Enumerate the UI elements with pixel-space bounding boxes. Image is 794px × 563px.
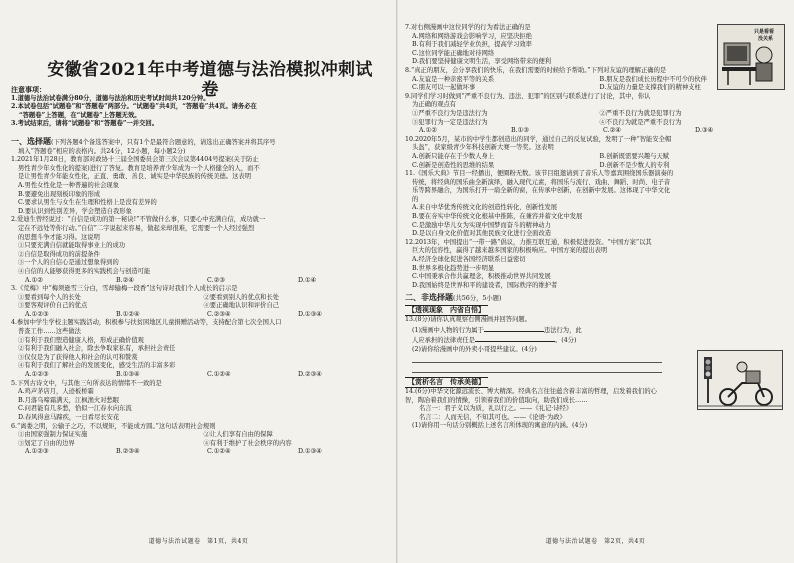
page-right (397, 0, 794, 563)
answer-option[interactable]: ②有利于我们融入社会，除去争取家私有，承担社会责任 (18, 345, 176, 353)
question (405, 170, 787, 239)
section1-intro: 填入“答题卷”相应的表格内。共24分，12小题，每小题2分) (18, 147, 186, 155)
q14-quote: 名言二：人而无信，不知其可也。——《论语·为政》 (419, 413, 566, 421)
answer-choice[interactable]: B.②④ (116, 276, 134, 284)
answer-choice[interactable]: A.①②③ (25, 310, 49, 318)
question (11, 285, 389, 319)
question-stem: 10.2020年5月，某市的中学生都创造出的同学，通过自己的反复试验，发明了一种“智能安全帽 (405, 135, 672, 143)
answer-line[interactable] (412, 354, 662, 363)
q13-part1 (412, 325, 662, 336)
answer-option[interactable]: A.鸡声茅店月，人迹板桥霜 (18, 388, 94, 396)
answer-option[interactable]: ①要看到每个人的长处 (18, 293, 81, 301)
answer-choice[interactable]: D.①③④ (298, 448, 322, 456)
q14-part1: (1)请你用一句话分别概括上述名言所体现的寓意的内涵。(4分) (412, 422, 588, 430)
q14-box-heading: 【赏析名言 传承美德】 (405, 377, 488, 388)
question (405, 239, 787, 291)
question-stem: 为正确的观点有 (412, 101, 457, 109)
answer-option[interactable]: C.要求认男生与女生在生理和性格上是没有差异的 (18, 199, 157, 207)
q13-box-heading: 【透视现象 内省自悟】 (405, 305, 488, 316)
answer-option[interactable]: B.要避免出现刻板印象的形成 (18, 190, 101, 198)
question-stem: 头盔”，获家级青少年科技创新大赛一等奖。这表明 (412, 144, 554, 152)
section1-intro: (下列各题4个备选答案中，只有1个是最符合题意的，请选出正确答案并将其序号 (51, 139, 276, 146)
answer-option[interactable]: B.创新既需要兴趣与天赋 (599, 152, 670, 160)
q13-part2: (2)请你给漫画中的外卖小哥提些建议。(4分) (412, 345, 537, 353)
question-stem: 巨大的包容性，赢得了越来越多国家的积极响应。中国方案的提出表明 (412, 247, 608, 255)
answer-choice[interactable]: B.②③④ (116, 448, 140, 456)
answer-choice[interactable]: D.①④ (298, 276, 317, 284)
question-stem: 的 (412, 195, 419, 203)
answer-option[interactable]: ②让人们享有自由的保障 (203, 431, 273, 439)
notice-item: 1.道德与法治试卷满分80分，道德与法治和历史考试时间共120分钟。 (11, 94, 210, 102)
answer-option[interactable]: B.要在夯实中华传统文化根基中推陈，在兼容并蓄文化中发展 (412, 213, 583, 221)
question-stem: 3.《荒梅》中“梅须逊雪三分白，雪却输梅一段香”这句诗对我们个人成长的启示是 (11, 285, 238, 293)
q14-line: 智，陶冶着我们的情操，引领着我们的价值取向，助我们成长…… (405, 396, 588, 404)
exam-title: 安徽省2021年中考道德与法治模拟冲刺试卷 (47, 60, 373, 100)
answer-choice[interactable]: B.①③ (511, 127, 529, 135)
answer-option[interactable]: ③犯罪行为一定是违法行为 (412, 118, 488, 126)
section2-sub: (共56分，5小题) (453, 295, 502, 303)
answer-option[interactable]: C.中国秉承合作共赢理念，积极推动世界共同发展 (412, 273, 551, 281)
question-stem: 5.下列古诗文中，与其他三句所表达的情绪不一致的是 (11, 379, 162, 387)
question (11, 156, 389, 216)
question-stem: 乐等跨界融合，为国乐打开一扇全新的窗，在传承中创新，在创新中发展。这体现了中华文化 (412, 187, 671, 195)
cartoon-q13-drawing (698, 351, 782, 409)
answer-choice[interactable]: D.③④ (695, 127, 714, 135)
section2-title: 二、非选择题 (405, 292, 453, 303)
footer-left: 道德与法治试题卷 第1页，共4页 (148, 538, 249, 545)
q13-stem: 13.(8分)请你认真观察右侧漫画并回答问题。 (405, 316, 531, 323)
notice-item: 3.考试结束后，请将“试题卷”和“答题卷”一并交回。 (11, 120, 158, 128)
answer-choice[interactable]: A.①②③ (25, 371, 49, 379)
answer-option[interactable]: C.朋友可以一起做坏事 (412, 84, 476, 92)
answer-option-row (18, 302, 389, 311)
notice-heading: 注意事项： (11, 85, 46, 94)
answer-option[interactable]: B.朋友是我们成长历程中不可少的伙伴 (599, 75, 707, 83)
question (11, 216, 389, 285)
answer-choice[interactable]: A.①② (25, 276, 43, 284)
answer-choice[interactable]: A.①②③ (25, 448, 49, 456)
question-stem: 8.“真正的朋友，会分享我们的快乐，在我们需要的时候给予帮助。”下列对友谊的理解正确的是 (405, 66, 667, 74)
answer-option[interactable]: C.是激励中华儿女为实现中国梦而奋斗的精神动力 (412, 221, 551, 229)
answer-option[interactable]: B.世界多极化趋势进一步明显 (412, 264, 495, 272)
answer-option[interactable]: ③划定了自由的边界 (18, 439, 75, 447)
answer-choice[interactable]: D.①③④ (298, 310, 322, 318)
answer-option[interactable]: A.友谊是一种亲密平等的关系 (412, 75, 495, 83)
question-stem: 的思想斗争才能习得。这说明 (18, 233, 100, 241)
section1-heading: 一、选择题 (11, 136, 51, 146)
question-stem: 9.同学们学习时做到“严重不良行为、违法、犯罪”的区别与联系进行了讨论，其中，你认 (405, 92, 651, 100)
answer-option-row (18, 440, 389, 449)
cartoon-q7-label: 没关系 (758, 36, 774, 42)
question-stem: 普查工作……这些做法 (18, 328, 81, 336)
answer-option[interactable]: ④不良行为就是严重不良行为 (599, 118, 682, 126)
cartoon-q13 (697, 350, 783, 410)
answer-option[interactable]: A.来自中华优秀传统文化的创造性转化、创新性发展 (412, 204, 558, 212)
answer-option[interactable]: D.是以自身文化价值对其他民族文化进行全面改造 (412, 230, 552, 238)
question (405, 93, 787, 136)
answer-option[interactable]: ①有利于我们塑造健康人格，形成正确价值观 (18, 336, 144, 344)
answer-option[interactable]: ①严重不良行为是违法行为 (412, 109, 488, 117)
answer-choice[interactable]: C.②③④ (207, 310, 231, 318)
question-stem: 1.2021年1月28日，教育部对政协十三届全国委员会第三次会议第4404号提案(关于防止 (11, 156, 259, 164)
answer-option[interactable]: A.经济全球化促进各国经济联系日益密切 (412, 256, 526, 264)
question-stem: 11.《国乐大典》节目一经播出，便圈粉无数。该节目组邀请到了音乐人等嘉宾围绕国乐器演奏的 (405, 170, 674, 178)
notice-item: 2.本试卷包括“试题卷”和“答题卷”两部分。“试题卷”共4页，“答题卷”共4页。请务必在 (11, 103, 257, 111)
answer-option[interactable]: ②自信是取得成功的前提条件 (18, 250, 100, 258)
answer-option[interactable]: B.有利于我们减轻学业负担，提高学习效率 (412, 41, 532, 49)
question-stem: 12.2013年，中国提出“一带一路”倡议，力推互联互通，积极促进投资。“中国方案”以其 (405, 238, 652, 246)
answer-option[interactable]: B.月落乌啼霜满天，江枫渔火对愁眠 (18, 396, 120, 404)
answer-choice[interactable]: A.①② (419, 127, 437, 135)
answer-option[interactable]: ②要看到别人的优点和长处 (203, 293, 280, 301)
answer-blank[interactable] (475, 335, 555, 342)
q13-score: 。(4分) (554, 337, 577, 345)
answer-option-row (412, 119, 787, 128)
answer-choices (419, 127, 787, 136)
question-stem: 是让男性青少年能女性化，正直、勇敢、善良、诚实是中华民族的传统美德。这表明 (18, 173, 251, 181)
notice-item: “答题卷”上答题，在“试题卷”上答题无效。 (19, 111, 141, 119)
answer-option-row (18, 294, 389, 303)
q13-part1-text: (1)漫画中人物的行为属于 (412, 326, 484, 334)
question-stem: 4.参加中学生学校主题实践活动，积极参与扶贫困地区儿童捐赠活动等，支持配合第七次全国人口 (11, 319, 282, 327)
answer-choice[interactable]: B.①②④ (116, 310, 140, 318)
cartoon-q7 (717, 24, 785, 90)
question (405, 136, 787, 170)
answer-option[interactable]: ④要正确地认识和评价自己 (203, 302, 280, 310)
answer-blank[interactable] (484, 325, 544, 332)
answer-option[interactable]: ④有利于我们了解社会的发展变化，感受生活的丰富多彩 (18, 362, 176, 370)
answer-option[interactable]: ④有利于维护了社会秩序的内容 (203, 439, 292, 447)
answer-choice[interactable]: C.①②④ (207, 371, 231, 379)
answer-option[interactable]: C.问君能有几多愁，恰似一江春水向东流 (18, 405, 132, 413)
question-stem: 7.对右侧漫画中这位同学的行为看法正确的是 (405, 24, 531, 31)
answer-option[interactable]: D.春风得意马蹄疾，一日看尽长安花 (18, 414, 120, 421)
answer-option[interactable]: A.创新只能存在于少数人身上 (412, 152, 495, 160)
answer-option[interactable]: ②严重不良行为就是犯罪行为 (599, 109, 682, 117)
answer-option-row (412, 153, 787, 162)
footer-right: 道德与法治试题卷 第2页，共4页 (545, 538, 646, 545)
answer-option[interactable]: D.创新不是少数人的专利 (599, 161, 670, 169)
answer-option[interactable]: ④自信的人能够获得更多的实践机会与创造可能 (18, 267, 151, 275)
question (11, 423, 389, 457)
answer-option[interactable]: ③要客观评价自己的优点 (18, 302, 88, 310)
question-stem: 定在不远处等你行动。”自信”二字说起来容易，做起来却很难，它需要一个人经过强烈 (18, 224, 255, 232)
answer-choice[interactable]: B.①③④ (116, 371, 140, 379)
section1-block (11, 136, 389, 457)
answer-choices (25, 448, 389, 457)
answer-option[interactable]: ③一个人的自信心是通过想象得到的 (18, 259, 119, 267)
answer-option[interactable]: A.男性女性化是一种普遍的社会现象 (18, 181, 120, 189)
answer-option[interactable]: A.网络和网络游戏会影响学习，应坚决拒绝 (412, 32, 532, 40)
answer-option[interactable]: ①只要充满自信就能取得事业上的成功 (18, 242, 126, 250)
answer-option-row (412, 162, 787, 171)
answer-option[interactable]: C.这位同学能正确地对待网络 (412, 49, 495, 57)
question (11, 380, 389, 423)
answer-choices (25, 277, 389, 286)
answer-line[interactable] (412, 364, 662, 373)
question-stem: 6.“离娄之明，公输子之巧，不以规矩，不能成方圆。”这句话表明社会规则 (11, 422, 216, 430)
left-question-list (11, 156, 389, 457)
question-stem: 传统，将经典的国乐曲全新演绎，融入现代元素，将国乐与流行、戏曲、舞蹈、时尚、电子音 (412, 178, 671, 186)
answer-choices (25, 371, 389, 380)
q13-part1-suffix: 违法行为，此 (543, 326, 582, 334)
section2-heading (405, 292, 787, 304)
q14-line: 14.(6分)中华文化源远流长、博大精深。经典名言往往蕴含着丰富的哲理，启发着我们的心 (405, 387, 657, 395)
q13-part1b (412, 335, 662, 346)
answer-option[interactable]: ③仅仅是为了获得他人和社会的认可和赞赏 (18, 353, 138, 361)
answer-option[interactable]: D.要认识到性别差异，学会塑造自我形象 (18, 207, 132, 215)
answer-option[interactable]: D.我们要坚持健康文明生活，享受网络带来的便利 (412, 58, 552, 66)
question-stem: 2.爱迪生曾经说过：“自信是成功的第一秘诀!”不管做什么事，只要心中充满自信，成功就一 (11, 216, 266, 224)
answer-choice[interactable]: C.①②④ (207, 448, 231, 456)
answer-option-row (18, 431, 389, 440)
q13-part1b-text: 人应承担的法律责任是 (412, 337, 475, 345)
answer-choice[interactable]: C.②③ (207, 276, 225, 284)
cartoon-q7-drawing (718, 25, 784, 89)
question-stem: 男性青少年女性化的提案)进行了答复。教育是培养青少年成为一个人格健全的人，而不 (18, 164, 260, 172)
answer-option[interactable]: D.友谊的力量是支撑我们的精神支柱 (599, 84, 701, 92)
question (11, 319, 389, 379)
answer-option[interactable]: C.创新是创造性的思维的结果 (412, 161, 495, 169)
answer-option[interactable]: ①由国家强制力保证实施 (18, 431, 88, 439)
q14-quote: 名言一：君子义以为质，礼以行之。——《礼记·诗经》 (419, 405, 573, 413)
answer-option[interactable]: D.我国始终是世界和平的建设者，国际秩序的维护者 (412, 281, 558, 289)
cartoon-q7-label: 只是看看 (754, 29, 775, 35)
notice-block (11, 86, 389, 129)
answer-option-row (412, 110, 787, 119)
answer-choice[interactable]: C.②④ (603, 127, 621, 135)
answer-choice[interactable]: D.②③④ (298, 371, 322, 379)
